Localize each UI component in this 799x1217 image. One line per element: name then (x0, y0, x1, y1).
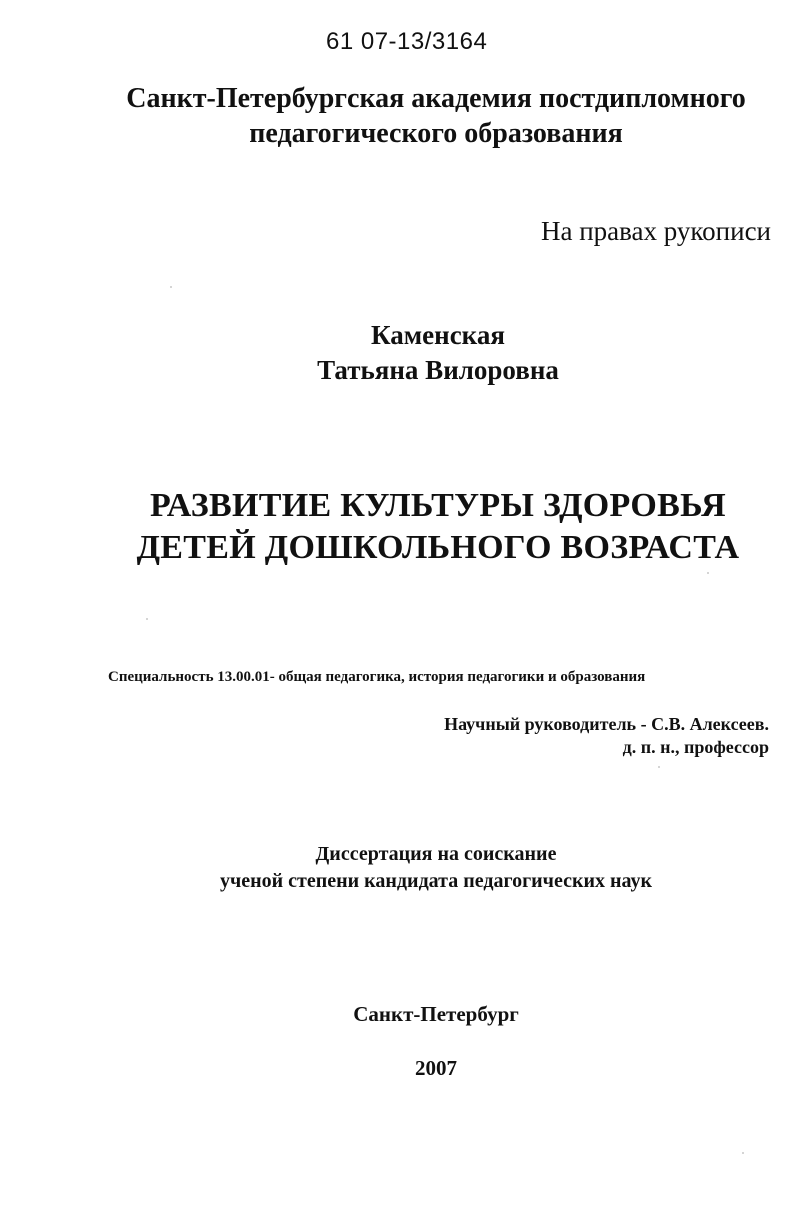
catalog-number: 61 07-13/3164 (326, 28, 488, 55)
title-line-1: РАЗВИТИЕ КУЛЬТУРЫ ЗДОРОВЬЯ (150, 487, 726, 524)
specialty-line: Специальность 13.00.01- общая педагогика, история педагогики и образования (108, 669, 646, 685)
supervisor-line-1: Научный руководитель - С.В. Алексеев. (444, 714, 769, 734)
city: Санкт-Петербург (353, 1002, 519, 1026)
scan-speck (742, 1152, 744, 1154)
dissertation-line-2: ученой степени кандидата педагогических наук (219, 870, 653, 892)
dissertation-line-1: Диссертация на соискание (315, 843, 557, 865)
title-line-2: ДЕТЕЙ ДОШКОЛЬНОГО ВОЗРАСТА (136, 529, 740, 566)
author-surname: Каменская (371, 320, 505, 350)
institution-line-2: педагогического образования (249, 118, 623, 149)
scan-speck (658, 766, 660, 768)
year: 2007 (415, 1056, 457, 1080)
institution-line-1: Санкт-Петербургская академия постдипломного (126, 83, 746, 114)
manuscript-rights-note: На правах рукописи (540, 216, 771, 246)
author-given-names: Татьяна Вилоровна (317, 355, 559, 385)
scan-speck (146, 618, 148, 620)
scan-speck (170, 286, 172, 288)
scan-speck (707, 572, 709, 574)
supervisor-line-2: д. п. н., профессор (622, 737, 769, 757)
